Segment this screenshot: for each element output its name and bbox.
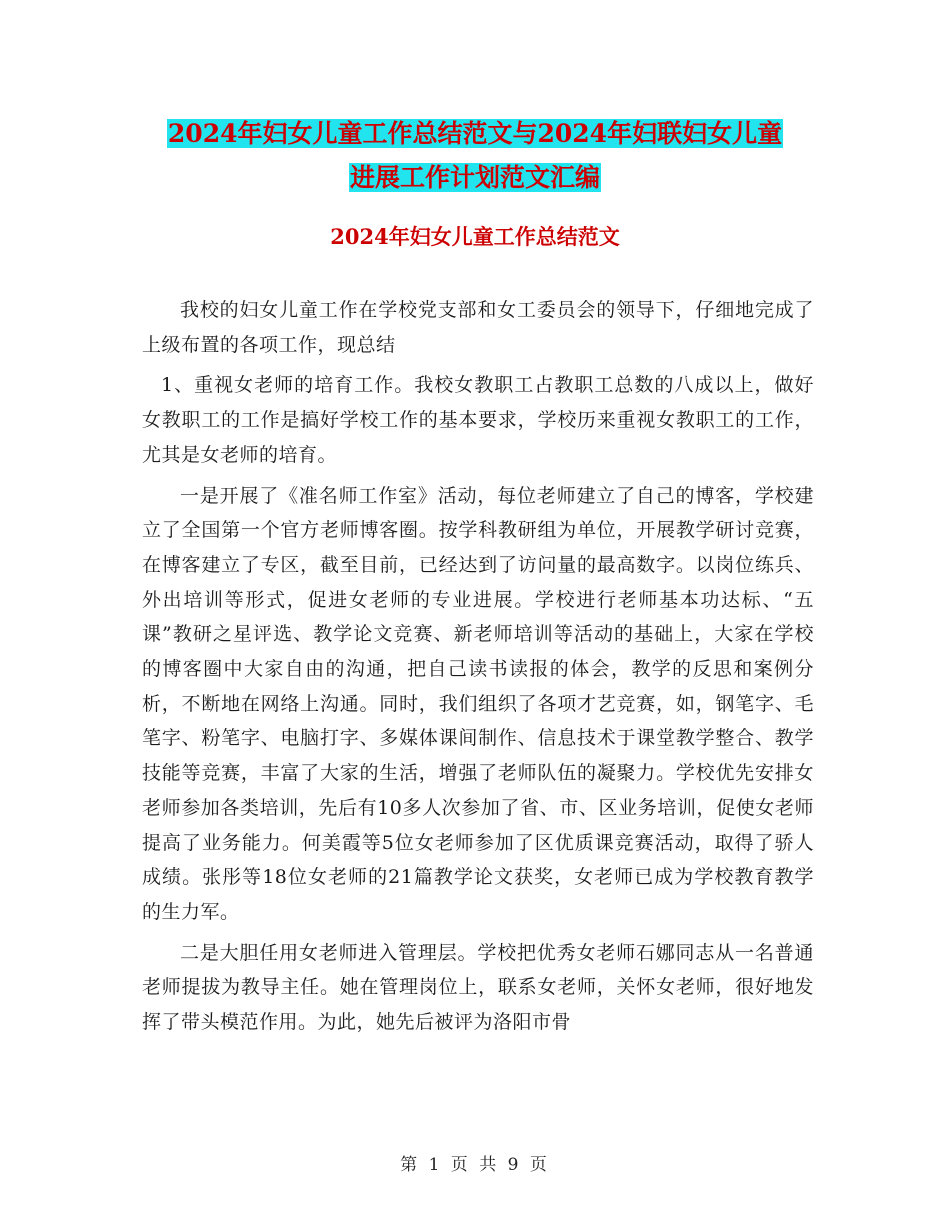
paragraph-point-2: 二是大胆任用女老师进入管理层。学校把优秀女老师石娜同志从一名普通老师提拔为教导主任。她在管理岗位上，联系女老师，关怀女老师，很好地发挥了带头模范作用。为此，她先后被评为洛阳市骨 [142, 941, 814, 1034]
page-footer: 第 1 页 共 9 页 [400, 1155, 550, 1175]
paragraph-point-1: 一是开展了《准名师工作室》活动，每位老师建立了自己的博客，学校建立了全国第一个官方老师博客圈。按学科教研组为单位，开展教学研讨竞赛，在博客建立了专区，截至目前，已经达到了访问量的最高数字。以岗位练兵、外出培训等形式，促进女老师的专业进展。学校进行老师基本功达标、“五课”教研之星评选、教学论文竞赛、新老师培训等活动的基础上，大家在学校的博客圈中大家自由的沟通，把自己读书读报的体会，教学的反思和案例分析，不断地在网络上沟通。同时，我们组织了各项才艺竞赛，如，钢笔字、毛笔字、粉笔字、电脑打字、多媒体课间制作、信息技术于课堂教学整合、教学技能等竞赛，丰富了大家的生活，增强了老师队伍的凝聚力。学校优先安排女老师参加各类培训，先后有10多人次参加了省、市、区业务培训，促使女老师提高了业务能力。何美霞等5位女老师参加了区优质课竞赛活动，取得了骄人成绩。张彤等18位女老师的21篇教学论文获奖，女老师已成为学校教育教学的生力军。 [142, 484, 814, 923]
document-title-line-2: 进展工作计划范文汇编 [349, 163, 600, 192]
paragraph-item-1: 1、重视女老师的培育工作。我校女教职工占教职工总数的八成以上，做好女教职工的工作是搞好学校工作的基本要求，学校历来重视女教职工的工作，尤其是女老师的培育。 [142, 374, 814, 466]
document-body [142, 293, 814, 1040]
document-title-line-1: 2024年妇女儿童工作总结范文与2024年妇联妇女儿童 [167, 119, 783, 148]
section-heading: 2024年妇女儿童工作总结范文 [330, 224, 620, 249]
document-title [0, 112, 950, 200]
paragraph-intro: 我校的妇女儿童工作在学校党支部和女工委员会的领导下，仔细地完成了上级布置的各项工作，现总结 [142, 299, 814, 356]
